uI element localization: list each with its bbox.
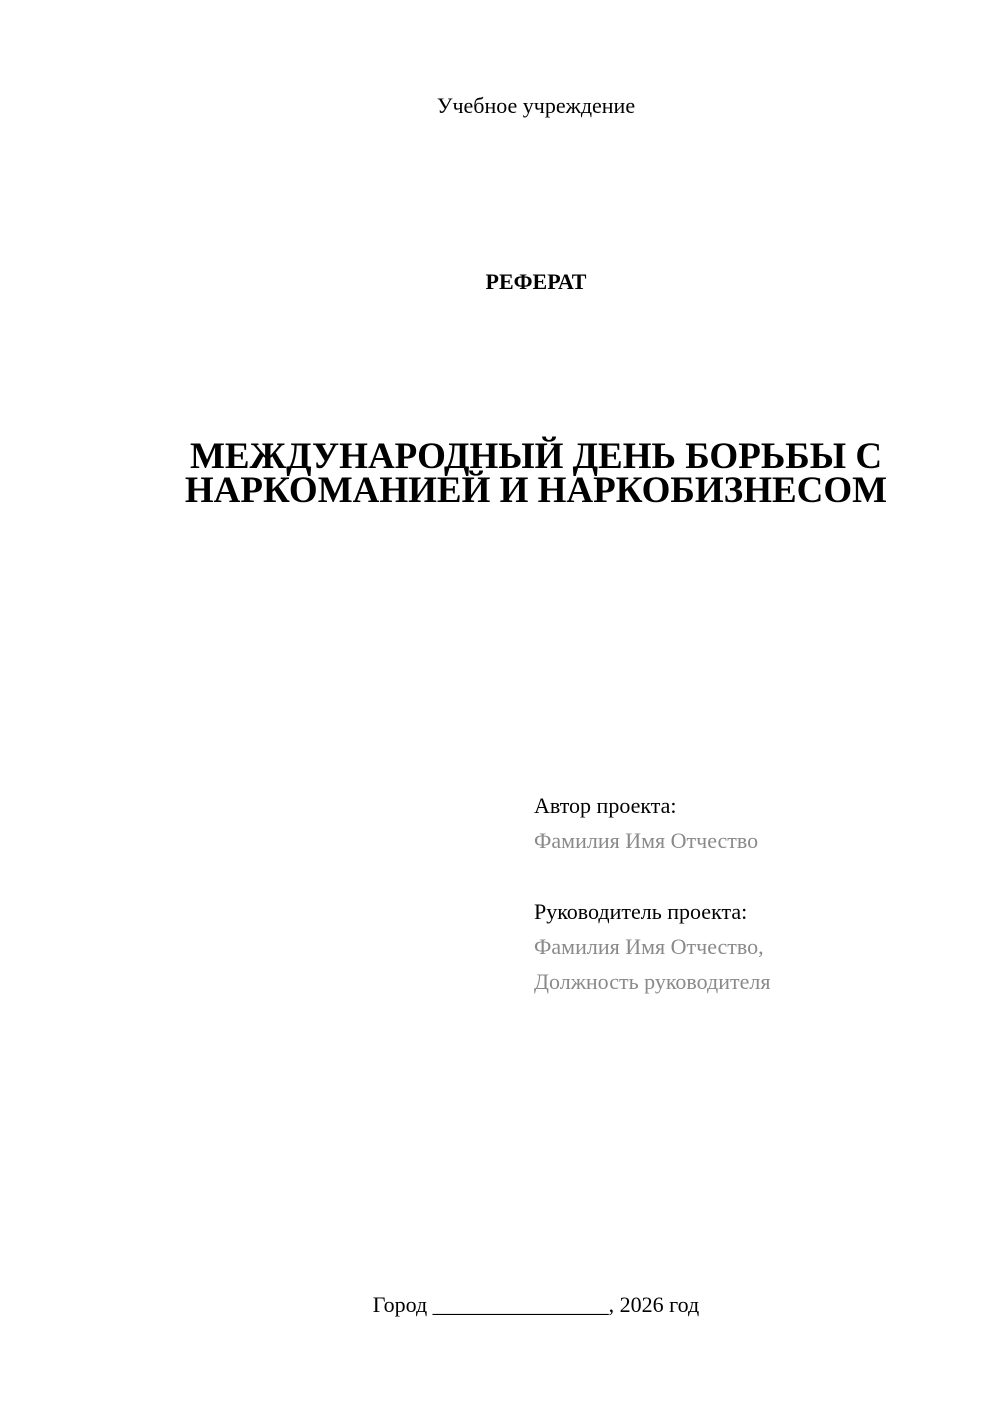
institution-name: Учебное учреждение (436, 93, 636, 118)
author-block (534, 788, 974, 858)
supervisor-label: Руководитель проекта: (534, 899, 748, 924)
topic-line-1: МЕЖДУНАРОДНЫЙ ДЕНЬ БОРЬБЫ С (189, 436, 883, 477)
supervisor-name: Фамилия Имя Отчество, (534, 934, 764, 959)
document-type: РЕФЕРАТ (485, 269, 587, 294)
supervisor-position: Должность руководителя (534, 969, 771, 994)
topic-line-2: НАРКОМАНИЕЙ И НАРКОБИЗНЕСОМ (184, 470, 888, 511)
credits-block (534, 788, 974, 1035)
supervisor-block (534, 894, 974, 999)
author-name: Фамилия Имя Отчество (534, 828, 759, 853)
city-year-footer: Город ________________, 2026 год (372, 1292, 700, 1317)
document-topic (120, 436, 952, 511)
author-label: Автор проекта: (534, 793, 677, 818)
